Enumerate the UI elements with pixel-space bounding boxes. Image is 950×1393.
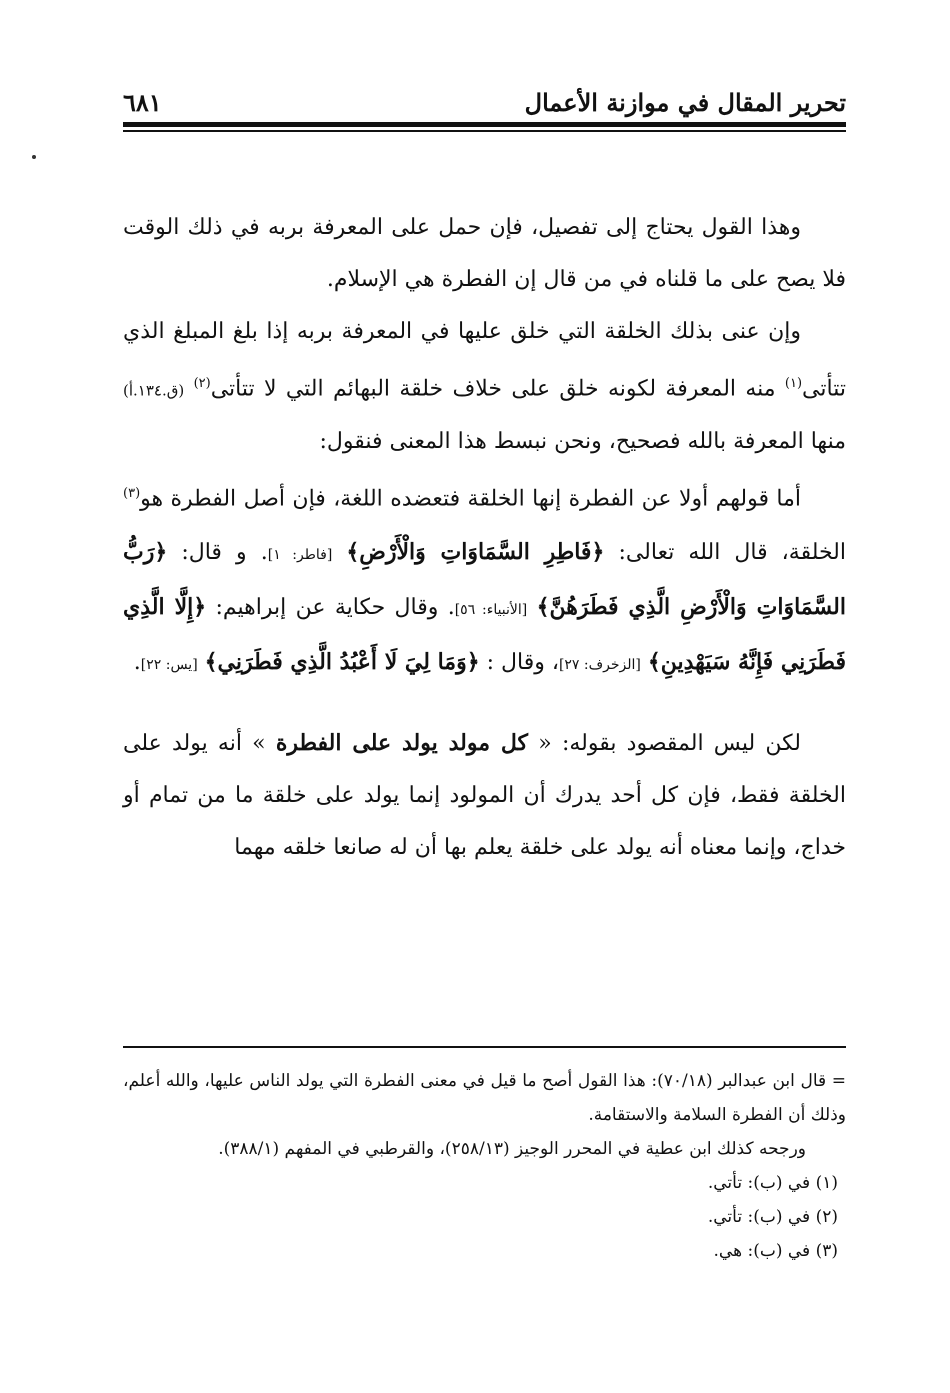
paragraph-2-part-a: وإن عنى بذلك الخلقة التي خلق عليها في المعرفة بربه إذا بلغ المبلغ الذي تتأتى — [123, 319, 846, 402]
paragraph-2-part-c: منها المعرفة بالله فصحيح، ونحن نبسط هذا المعنى فنقول: — [319, 429, 846, 455]
footnote-ref-1: (١) — [784, 376, 803, 391]
manuscript-marker: (ق.١٣٤.أ) — [123, 381, 185, 400]
page-header — [123, 80, 846, 120]
paragraph-3-part-b: الخلقة، قال الله تعالى: — [618, 539, 846, 565]
footnote-continued-b: ورجحه كذلك ابن عطية في المحرر الوجيز (٢٥٨/١٣)، والقرطبي في المفهم (٣٨٨/١). — [218, 1139, 806, 1159]
quran-verse-3: ﴿إِلَّا الَّذِي فَطَرَنِي فَإِنَّهُ سَيَهْدِينِ﴾ — [123, 593, 846, 675]
paragraph-1: وهذا القول يحتاج إلى تفصيل، فإن حمل على المعرفة بربه في ذلك الوقت فلا يصح على ما قلناه في من قال إن الفطرة هي الإسلام. — [123, 215, 846, 292]
footnote-ref-2: (٢) — [193, 376, 211, 391]
paragraph-3-part-f: . — [133, 649, 141, 675]
paragraph-3-part-c: . و قال: — [181, 539, 268, 565]
main-text — [123, 202, 846, 874]
paragraph-4-part-a: لكن ليس المقصود بقوله: « — [538, 730, 801, 756]
paragraph-3 — [123, 468, 846, 690]
quran-verse-2: ﴿رَبُّ السَّمَاوَاتِ وَالْأَرْضِ الَّذِي فَطَرَهُنَّ﴾ — [123, 538, 846, 620]
paragraph-3-part-d: . وقال حكاية عن إبراهيم: — [215, 594, 455, 620]
verse-reference-1: [فاطر: ١] — [267, 546, 333, 563]
verse-reference-4: [يس: ٢٢] — [140, 656, 198, 673]
verse-reference-3: [الزخرف: ٢٧] — [558, 656, 641, 673]
paragraph-3-part-a: أما قولهم أولا عن الفطرة إنها الخلقة فتعضده اللغة، فإن أصل الفطرة هو — [140, 486, 801, 512]
scan-speck — [32, 155, 36, 159]
page-number: ٦٨١ — [123, 88, 162, 117]
footnote-continued-a: = قال ابن عبدالبر (٧٠/١٨): هذا القول أصح ما قيل في معنى الفطرة التي يولد الناس عليها، والله أعلم، وذلك أن الفطرة السلامة والاستقامة. — [123, 1071, 846, 1125]
header-rule-thin — [123, 130, 846, 132]
footnote-separator — [123, 1046, 846, 1048]
paragraph-2 — [123, 306, 846, 468]
header-rule-thick — [123, 122, 846, 127]
footnote-3: (٣) في (ب): هي. — [713, 1241, 838, 1261]
running-title: تحرير المقال في موازنة الأعمال — [524, 88, 846, 117]
paragraph-2-part-b: منه المعرفة لكونه خلق على خلاف خلقة البهائم التي لا تتأتى — [210, 376, 776, 402]
hadith-quote: كل مولد يولد على الفطرة — [275, 729, 529, 756]
paragraph-3-part-e: ، وقال : — [486, 649, 559, 675]
quran-verse-1: ﴿فَاطِرِ السَّمَاوَاتِ وَالْأَرْضِ﴾ — [346, 538, 605, 565]
footnote-ref-3: (٣) — [123, 486, 141, 502]
verse-reference-2: [الأنبياء: ٥٦] — [454, 601, 528, 618]
paragraph-4-part-b: » أنه يولد على الخلقة فقط، فإن كل أحد يدرك أن المولود إنما يولد على خلقة ما من تمام أو خداج، وإنما معناه أنه يولد على خلقة يعلم بها أن له صانعا خلقه مهما — [123, 730, 846, 860]
paragraph-4 — [123, 717, 846, 874]
paragraph-gap — [123, 691, 846, 717]
footnotes — [123, 1064, 846, 1268]
footnote-1: (١) في (ب): تأتي. — [707, 1173, 838, 1193]
quran-verse-4: ﴿وَمَا لِيَ لَا أَعْبُدُ الَّذِي فَطَرَنِي﴾ — [204, 648, 480, 675]
footnote-2: (٢) في (ب): تأتي. — [707, 1207, 838, 1227]
